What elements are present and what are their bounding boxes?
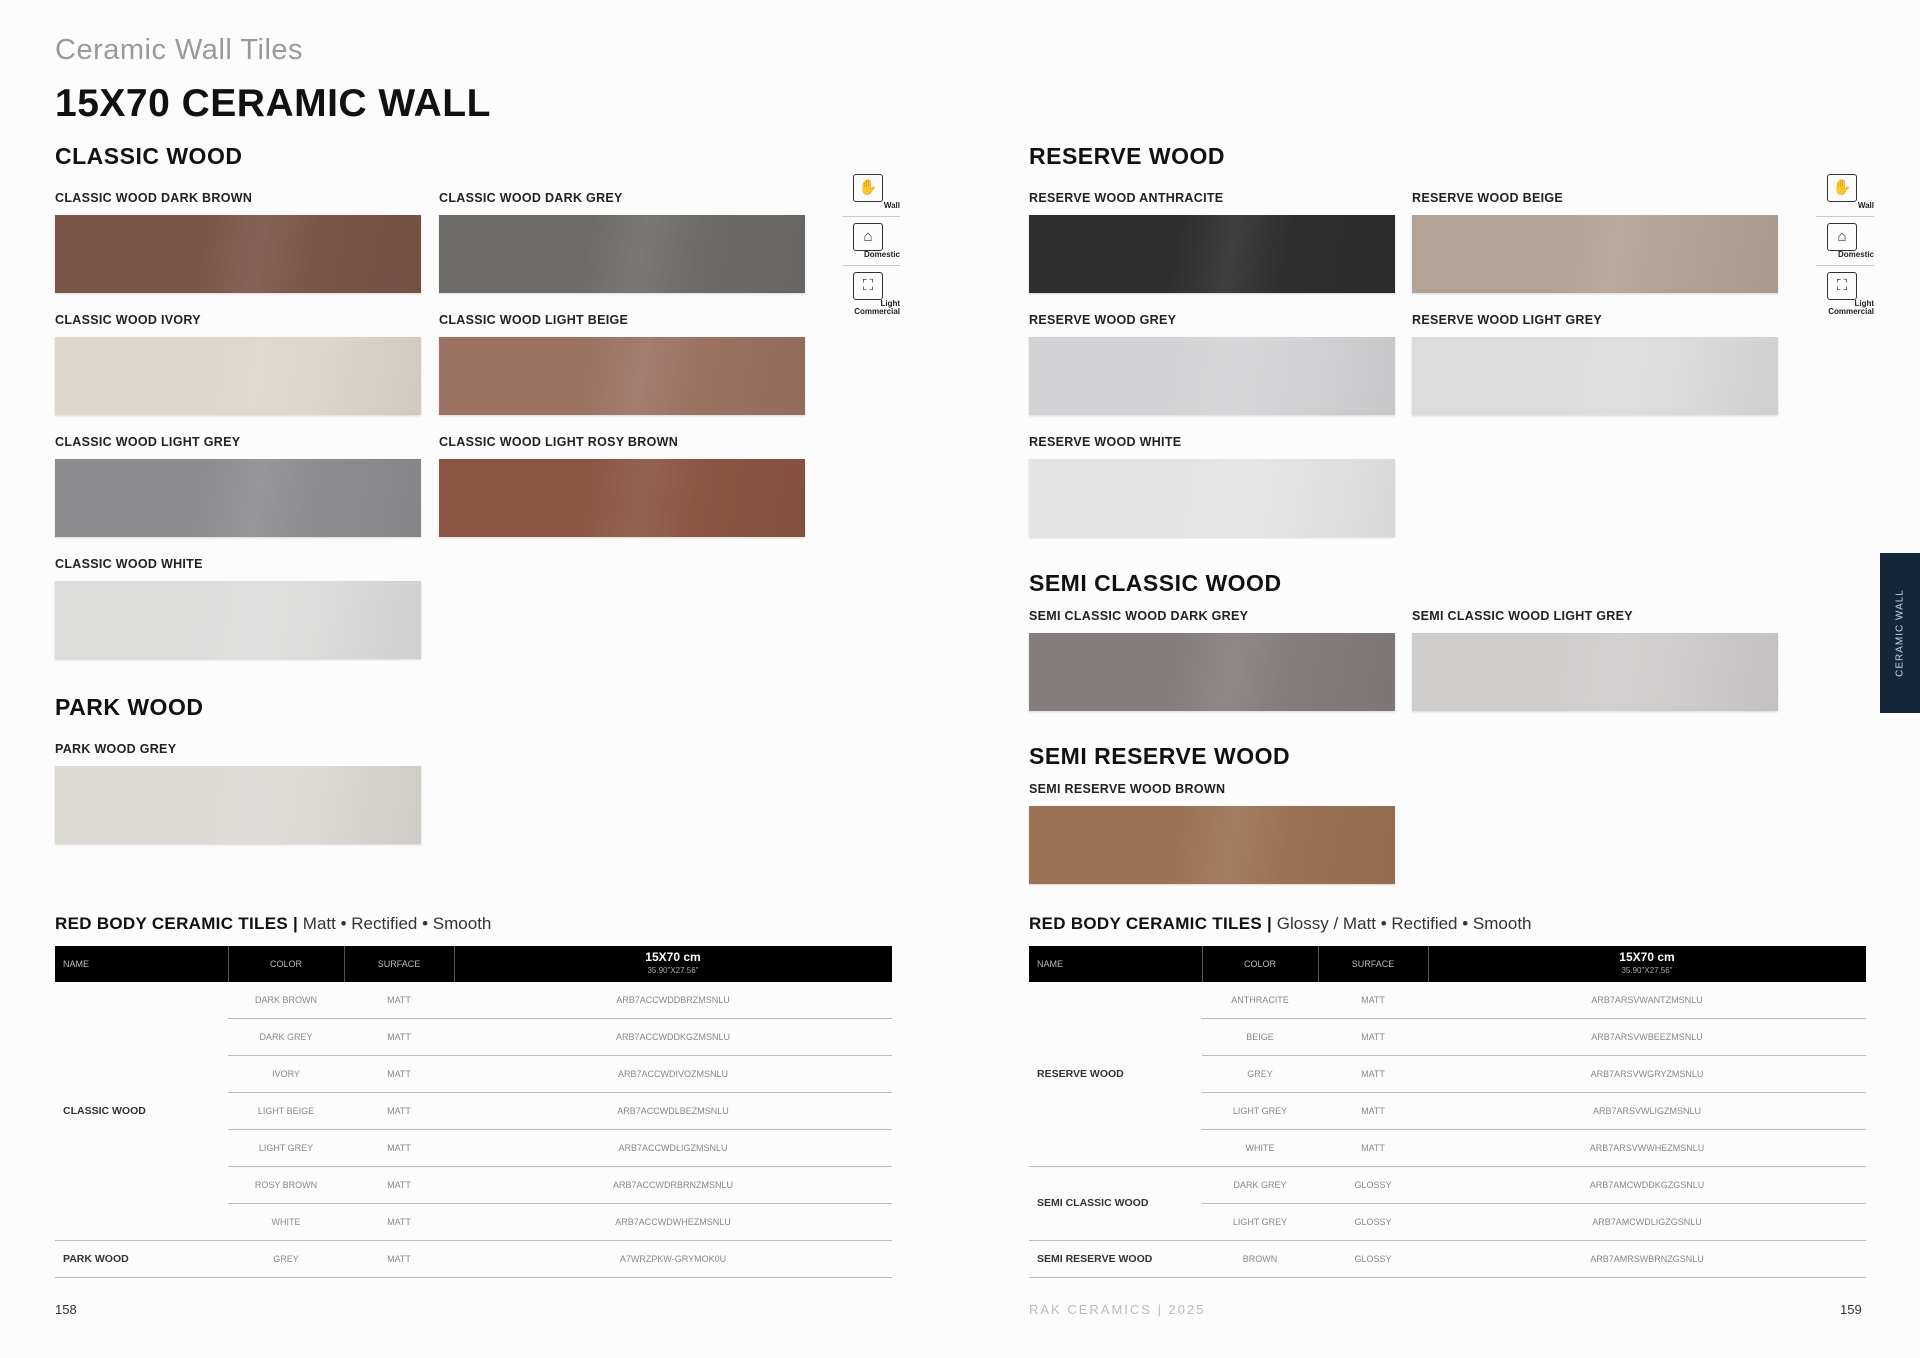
light-commercial-icon: ⛶ — [853, 272, 883, 300]
column-header-size: 15X70 cm 35.90"X27.56" — [454, 950, 892, 978]
column-header-surface: SURFACE — [377, 959, 421, 969]
cell-color: WHITE — [1245, 1143, 1275, 1153]
table-row — [1029, 1204, 1866, 1241]
tile-label: CLASSIC WOOD LIGHT GREY — [55, 435, 241, 449]
tile-label: RESERVE WOOD LIGHT GREY — [1412, 313, 1603, 327]
usage-label: Light Commercial — [854, 299, 900, 316]
cell-color: GREY — [273, 1254, 299, 1264]
cell-code[interactable]: ARB7ARSVWGRYZMSNLU — [1590, 1069, 1704, 1079]
table-row — [1029, 1241, 1866, 1278]
cell-code[interactable]: A7WRZPKW-GRYMOK0U — [619, 1254, 727, 1264]
tile-swatch[interactable] — [1029, 459, 1395, 537]
tile-swatch[interactable] — [439, 459, 805, 537]
cell-surface: MATT — [387, 1069, 411, 1079]
cell-code[interactable]: ARB7ARSVWLIGZMSNLU — [1592, 1106, 1702, 1116]
tile-swatch[interactable] — [439, 215, 805, 293]
cell-surface: MATT — [387, 1180, 411, 1190]
cell-code[interactable]: ARB7ACCWDDKGZMSNLU — [615, 1032, 730, 1042]
cell-color: ROSY BROWN — [254, 1180, 318, 1190]
footer-brand: RAK CERAMICS | 2025 — [1029, 1302, 1206, 1317]
cell-surface: GLOSSY — [1354, 1254, 1392, 1264]
tile-label: RESERVE WOOD ANTHRACITE — [1029, 191, 1224, 205]
table-heading-rest: Matt • Rectified • Smooth — [298, 914, 492, 933]
cell-surface: MATT — [387, 1143, 411, 1153]
tile-label: SEMI CLASSIC WOOD DARK GREY — [1029, 609, 1249, 623]
cell-color: ANTHRACITE — [1231, 995, 1289, 1005]
cell-color: DARK GREY — [259, 1032, 313, 1042]
group-name: RESERVE WOOD — [1037, 1067, 1124, 1080]
tile-swatch[interactable] — [1412, 337, 1778, 415]
cell-code[interactable]: ARB7AMCWDLIGZGSNLU — [1592, 1217, 1702, 1227]
usage-label: Wall — [1857, 201, 1874, 210]
tile-swatch[interactable] — [55, 215, 421, 293]
cell-surface: MATT — [1361, 995, 1385, 1005]
table-header — [55, 946, 892, 982]
cell-surface: MATT — [1361, 1106, 1385, 1116]
spec-table-right — [1029, 946, 1866, 1278]
tile-swatch[interactable] — [55, 766, 421, 844]
tile-swatch[interactable] — [1029, 337, 1395, 415]
tile-label: PARK WOOD GREY — [55, 742, 177, 756]
tile-swatch[interactable] — [55, 581, 421, 659]
cell-surface: MATT — [387, 1254, 411, 1264]
usage-label: Wall — [883, 201, 900, 210]
cell-surface: MATT — [387, 1106, 411, 1116]
cell-code[interactable]: ARB7ARSVWANTZMSNLU — [1591, 995, 1703, 1005]
tile-label: RESERVE WOOD GREY — [1029, 313, 1177, 327]
page-subtitle: Ceramic Wall Tiles — [55, 34, 304, 66]
page-number-right: 159 — [1840, 1302, 1862, 1317]
cell-surface: MATT — [1361, 1143, 1385, 1153]
column-header-size-inches: 35.90"X27.56" — [1621, 966, 1673, 975]
table-row — [1029, 1130, 1866, 1167]
section-title-semi-classic-wood: SEMI CLASSIC WOOD — [1029, 570, 1282, 596]
cell-code[interactable]: ARB7ACCWDLBEZMSNLU — [617, 1106, 729, 1116]
usage-domestic — [836, 223, 900, 266]
side-tab-label: CERAMIC WALL — [1894, 589, 1906, 677]
cell-code[interactable]: ARB7ACCWDWHEZMSNLU — [615, 1217, 731, 1227]
cell-color: DARK GREY — [1233, 1180, 1287, 1190]
group-name: SEMI CLASSIC WOOD — [1037, 1197, 1149, 1209]
light-commercial-icon: ⛶ — [1827, 272, 1857, 300]
tile-label: CLASSIC WOOD IVORY — [55, 313, 201, 327]
cell-code[interactable]: ARB7ACCWDIVOZMSNLU — [617, 1069, 728, 1079]
side-tab[interactable] — [1880, 553, 1920, 713]
table-heading-bold: RED BODY CERAMIC TILES | — [55, 914, 299, 933]
column-header-name: NAME — [63, 959, 90, 969]
tile-swatch[interactable] — [1029, 215, 1395, 293]
table-row — [1202, 1019, 1866, 1056]
column-header-size: 15X70 cm 35.90"X27.56" — [1428, 950, 1866, 978]
table-heading-right — [1029, 914, 1532, 934]
column-header-color: COLOR — [1243, 959, 1276, 969]
usage-domestic — [1810, 223, 1874, 266]
cell-color: WHITE — [271, 1217, 301, 1227]
tile-label: SEMI RESERVE WOOD BROWN — [1029, 782, 1226, 796]
cell-code[interactable]: ARB7ARSVWWHEZMSNLU — [1589, 1143, 1705, 1153]
page-title: 15X70 CERAMIC WALL — [55, 82, 491, 125]
domestic-icon: ⌂ — [853, 223, 883, 251]
wall-icon: ✋ — [853, 174, 883, 202]
cell-surface: GLOSSY — [1354, 1217, 1392, 1227]
column-header-name: NAME — [1037, 959, 1064, 969]
tile-swatch[interactable] — [55, 459, 421, 537]
tile-label: CLASSIC WOOD DARK GREY — [439, 191, 623, 205]
cell-color: DARK BROWN — [254, 995, 317, 1005]
table-heading-bold: RED BODY CERAMIC TILES | — [1029, 914, 1273, 933]
group-name: CLASSIC WOOD — [63, 1104, 146, 1117]
table-row — [1202, 1056, 1866, 1093]
cell-color: LIGHT BEIGE — [257, 1106, 315, 1116]
table-row — [228, 982, 892, 1019]
table-row — [228, 1056, 892, 1093]
cell-color: BEIGE — [1246, 1032, 1274, 1042]
tile-swatch[interactable] — [439, 337, 805, 415]
tile-label: RESERVE WOOD BEIGE — [1412, 191, 1564, 205]
table-row — [228, 1130, 892, 1167]
table-row — [55, 1241, 892, 1278]
cell-surface: MATT — [387, 1217, 411, 1227]
tile-label: SEMI CLASSIC WOOD LIGHT GREY — [1412, 609, 1633, 623]
table-header — [1029, 946, 1866, 982]
table-row — [1202, 982, 1866, 1019]
usage-light-commercial — [836, 272, 900, 316]
tile-label: CLASSIC WOOD DARK BROWN — [55, 191, 253, 205]
tile-swatch[interactable] — [55, 337, 421, 415]
column-header-color: COLOR — [269, 959, 302, 969]
cell-color: LIGHT GREY — [1232, 1106, 1288, 1116]
usage-label: Domestic — [863, 250, 900, 259]
table-row — [228, 1167, 892, 1204]
usage-icons-left — [836, 174, 900, 316]
domestic-icon: ⌂ — [1827, 223, 1857, 251]
cell-surface: MATT — [387, 995, 411, 1005]
cell-color: GREY — [1247, 1069, 1273, 1079]
table-row — [228, 1019, 892, 1056]
cell-surface: MATT — [1361, 1069, 1385, 1079]
page-number-left: 158 — [55, 1302, 77, 1317]
cell-code[interactable]: ARB7ACCWDLIGZMSNLU — [618, 1143, 728, 1153]
tile-swatch[interactable] — [1029, 806, 1395, 884]
usage-wall — [1810, 174, 1874, 217]
cell-code[interactable]: ARB7AMRSWBRNZGSNLU — [1590, 1254, 1704, 1264]
column-header-surface: SURFACE — [1351, 959, 1395, 969]
tile-label: CLASSIC WOOD LIGHT ROSY BROWN — [439, 435, 679, 449]
cell-color: IVORY — [272, 1069, 300, 1079]
usage-label: Light Commercial — [1828, 299, 1874, 316]
usage-label: Domestic — [1837, 250, 1874, 259]
wall-icon: ✋ — [1827, 174, 1857, 202]
section-title-classic-wood: CLASSIC WOOD — [55, 143, 243, 169]
table-row — [55, 1204, 892, 1241]
table-row — [228, 1093, 892, 1130]
column-header-size-inches: 35.90"X27.56" — [647, 966, 699, 975]
tile-label: CLASSIC WOOD WHITE — [55, 557, 203, 571]
tile-label: RESERVE WOOD WHITE — [1029, 435, 1182, 449]
cell-color: LIGHT GREY — [1232, 1217, 1288, 1227]
cell-surface: MATT — [387, 1032, 411, 1042]
section-title-semi-reserve-wood: SEMI RESERVE WOOD — [1029, 743, 1291, 769]
table-heading-left — [55, 914, 491, 934]
table-row — [1202, 1167, 1866, 1204]
spec-table-left — [55, 946, 892, 1278]
group-name: SEMI RESERVE WOOD — [1037, 1252, 1153, 1265]
usage-light-commercial — [1810, 272, 1874, 316]
cell-color: BROWN — [1242, 1254, 1278, 1264]
tile-swatch[interactable] — [1412, 215, 1778, 293]
cell-code[interactable]: ARB7ACCWDRBRNZMSNLU — [612, 1180, 733, 1190]
tile-label: CLASSIC WOOD LIGHT BEIGE — [439, 313, 629, 327]
tile-swatch[interactable] — [1412, 633, 1778, 711]
table-heading-rest: Glossy / Matt • Rectified • Smooth — [1272, 914, 1532, 933]
cell-code[interactable]: ARB7AMCWDDKGZGSNLU — [1589, 1180, 1705, 1190]
section-title-park-wood: PARK WOOD — [55, 694, 204, 720]
cell-surface: GLOSSY — [1354, 1180, 1392, 1190]
cell-color: LIGHT GREY — [258, 1143, 314, 1153]
tile-swatch[interactable] — [1029, 633, 1395, 711]
cell-surface: MATT — [1361, 1032, 1385, 1042]
cell-code[interactable]: ARB7ARSVWBEEZMSNLU — [1591, 1032, 1703, 1042]
table-row — [1202, 1093, 1866, 1130]
group-name: PARK WOOD — [63, 1252, 129, 1265]
usage-icons-right — [1810, 174, 1874, 316]
usage-wall — [836, 174, 900, 217]
cell-code[interactable]: ARB7ACCWDDBRZMSNLU — [616, 995, 730, 1005]
section-title-reserve-wood: RESERVE WOOD — [1029, 143, 1225, 169]
